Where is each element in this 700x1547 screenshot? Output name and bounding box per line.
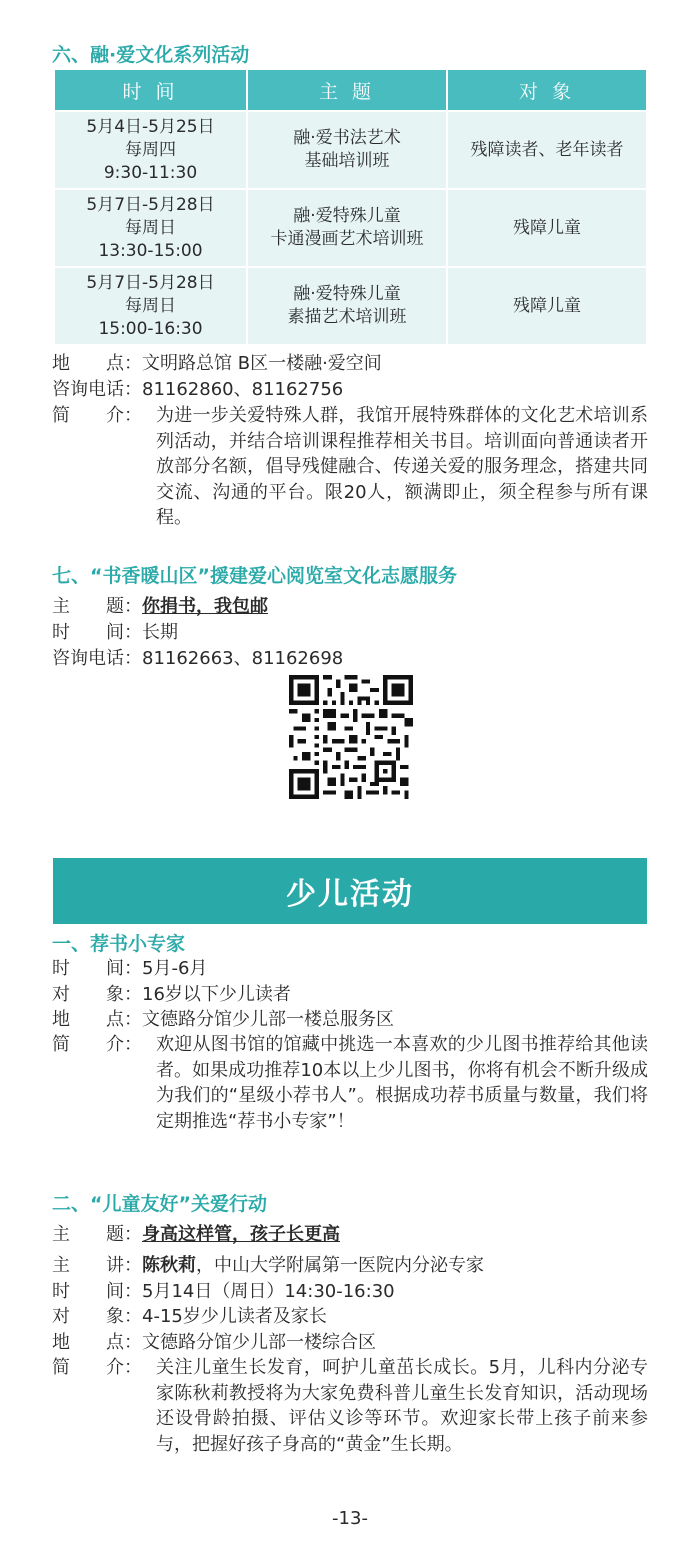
intro-text: 为进一步关爱特殊人群，我馆开展特殊群体的文化艺术培训系列活动，并结合培训课程推荐相关书目。培训面向普通读者开放部分名额，倡导残健融合、传递关爱的服务理念，搭建共同交流、沟通的平台。限20人，额满即止，须全程参与所有课程。	[156, 405, 648, 528]
intro-label: 简 介：	[52, 1357, 142, 1378]
time-value: 长期	[142, 622, 178, 643]
time-value: 5月-6月	[142, 958, 208, 979]
schedule-table	[53, 68, 648, 346]
cell-audience: 残障读者、老年读者	[447, 111, 647, 189]
table-row	[54, 267, 647, 345]
phone-row	[52, 646, 343, 671]
target-row	[52, 982, 291, 1007]
intro-row	[52, 1032, 648, 1134]
phone-value: 81162663、81162698	[142, 648, 344, 669]
cell-time	[54, 267, 247, 345]
time-label: 时 间：	[52, 622, 142, 643]
topic-line-1: 融·爱特殊儿童	[293, 284, 401, 304]
topic-line-1: 融·爱特殊儿童	[293, 206, 401, 226]
speaker-row	[52, 1253, 484, 1278]
time-date-range: 5月7日-5月28日	[86, 272, 215, 293]
time-hours: 15:00-16:30	[98, 318, 203, 339]
time-hours: 13:30-15:00	[98, 240, 203, 261]
phone-value: 81162860、81162756	[142, 379, 344, 400]
intro-text: 关注儿童生长发育，呵护儿童茁长成长。5月，儿科内分泌专家陈秋莉教授将为大家免费科普儿童生长发育知识，活动现场还设骨龄拍摄、评估义诊等环节。欢迎家长带上孩子前来参与，把握好孩子身高的“黄金”生长期。	[156, 1357, 648, 1455]
cell-topic	[247, 189, 447, 267]
cell-time	[54, 111, 247, 189]
kids-activities-banner: 少儿活动	[53, 858, 647, 924]
location-label: 地 点：	[52, 1332, 142, 1353]
cell-topic	[247, 111, 447, 189]
section-6-title: 六、融·爱文化系列活动	[52, 44, 250, 66]
kids-2-title: 二、“儿童友好”关爱行动	[52, 1193, 267, 1215]
intro-label: 简 介：	[52, 405, 142, 426]
time-date-range: 5月4日-5月25日	[86, 116, 215, 137]
location-row	[52, 351, 382, 376]
target-row	[52, 1304, 327, 1329]
table-header-row	[54, 69, 647, 111]
time-date-range: 5月7日-5月28日	[86, 194, 215, 215]
location-value: 文德路分馆少儿部一楼综合区	[142, 1332, 376, 1353]
time-hours: 9:30-11:30	[103, 162, 198, 183]
column-header-topic: 主 题	[247, 69, 447, 111]
intro-row	[52, 1355, 648, 1457]
cell-time	[54, 189, 247, 267]
target-label: 对 象：	[52, 984, 142, 1005]
time-label: 时 间：	[52, 958, 142, 979]
topic-line-1: 融·爱书法艺术	[293, 128, 401, 148]
section-7-title: 七、“书香暖山区”援建爱心阅览室文化志愿服务	[52, 565, 457, 587]
location-label: 地 点：	[52, 1009, 142, 1030]
topic-line-2: 素描艺术培训班	[287, 307, 407, 327]
column-header-time: 时 间	[54, 69, 247, 111]
target-label: 对 象：	[52, 1306, 142, 1327]
topic-value: 你捐书，我包邮	[142, 596, 268, 617]
speaker-desc: ，中山大学附属第一医院内分泌专家	[196, 1255, 484, 1276]
table-row	[54, 189, 647, 267]
topic-label: 主 题：	[52, 596, 142, 617]
location-value: 文明路总馆 B区一楼融·爱空间	[142, 353, 382, 374]
location-row	[52, 1007, 394, 1032]
time-row	[52, 620, 178, 645]
cell-topic	[247, 267, 447, 345]
phone-row	[52, 377, 343, 402]
intro-label: 简 介：	[52, 1034, 142, 1055]
column-header-audience: 对 象	[447, 69, 647, 111]
phone-label: 咨询电话：	[52, 648, 142, 669]
table-row	[54, 111, 647, 189]
location-row	[52, 1330, 376, 1355]
page-number: -13-	[332, 1508, 368, 1529]
location-label: 地 点：	[52, 353, 142, 374]
target-value: 16岁以下少儿读者	[142, 984, 291, 1005]
topic-line-2: 基础培训班	[304, 151, 390, 171]
kids-1-title: 一、荐书小专家	[52, 933, 186, 955]
time-label: 时 间：	[52, 1281, 142, 1302]
speaker-label: 主 讲：	[52, 1255, 142, 1276]
topic-row	[52, 1222, 340, 1247]
topic-row	[52, 594, 268, 619]
speaker-name: 陈秋莉	[142, 1255, 196, 1276]
time-weekday: 每周四	[125, 139, 176, 160]
time-weekday: 每周日	[125, 217, 176, 238]
cell-audience: 残障儿童	[447, 267, 647, 345]
time-value: 5月14日（周日）14:30-16:30	[142, 1281, 395, 1302]
topic-label: 主 题：	[52, 1224, 142, 1245]
time-weekday: 每周日	[125, 295, 176, 316]
target-value: 4-15岁少儿读者及家长	[142, 1306, 327, 1327]
qr-code-icon	[289, 675, 413, 799]
time-row	[52, 1279, 395, 1304]
topic-line-2: 卡通漫画艺术培训班	[270, 229, 424, 249]
intro-text: 欢迎从图书馆的馆藏中挑选一本喜欢的少儿图书推荐给其他读者。如果成功推荐10本以上少儿图书，你将有机会不断升级成为我们的“星级小荐书人”。根据成功荐书质量与数量，我们将定期推选“荐书小专家”！	[156, 1034, 648, 1132]
topic-value: 身高这样管，孩子长更高	[142, 1224, 340, 1245]
cell-audience: 残障儿童	[447, 189, 647, 267]
location-value: 文德路分馆少儿部一楼总服务区	[142, 1009, 394, 1030]
time-row	[52, 956, 207, 981]
intro-row	[52, 403, 648, 531]
phone-label: 咨询电话：	[52, 379, 142, 400]
